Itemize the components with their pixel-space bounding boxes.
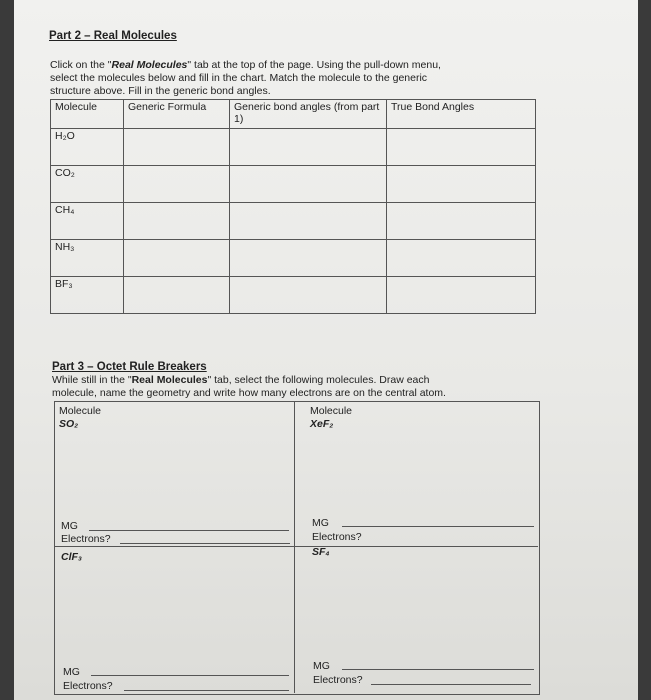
header-generic-formula: Generic Formula (124, 100, 230, 129)
electrons-answer-line[interactable] (120, 543, 290, 544)
part2-table-header-row (51, 100, 536, 129)
part2-instruction-line-2: select the molecules below and fill in the chart. Match the molecule to the generic (50, 72, 428, 84)
molecule-clf3: ClF₃ (61, 551, 82, 563)
part2-instr-1c: " tab at the top of the page. Using the pull-down menu, (187, 59, 441, 71)
generic-formula-cell[interactable] (124, 129, 230, 166)
header-molecule: Molecule (51, 100, 124, 129)
molecule-sf4: SF₄ (312, 546, 330, 558)
generic-angles-cell[interactable] (230, 166, 387, 203)
generic-angles-cell[interactable] (230, 129, 387, 166)
generic-angles-cell[interactable] (230, 240, 387, 277)
part3-column-divider (294, 401, 295, 693)
part3-drawing-grid (54, 401, 540, 695)
part3-instruction-line-2: molecule, name the geometry and write how many electrons are on the central atom. (52, 387, 446, 399)
generic-formula-cell[interactable] (124, 166, 230, 203)
mg-answer-line[interactable] (89, 530, 289, 531)
part2-instr-1b: Real Molecules (111, 59, 188, 71)
mg-label: MG (313, 660, 330, 672)
molecule-label: Molecule (59, 405, 102, 417)
mg-label: MG (312, 517, 329, 529)
table-row (51, 129, 536, 166)
part3-instruction-line-1 (52, 374, 429, 387)
table-row (51, 277, 536, 314)
true-angles-cell[interactable] (387, 203, 536, 240)
part3-instr-1c: " tab, select the following molecules. Draw each (207, 374, 430, 386)
part3-title: Part 3 – Octet Rule Breakers (52, 361, 207, 373)
part2-instruction-line-1 (50, 59, 441, 72)
part3-row-divider (54, 546, 538, 547)
molecule-cell: NH₃ (51, 240, 124, 277)
electrons-label: Electrons? (313, 674, 363, 686)
table-row (51, 240, 536, 277)
molecule-cell: CO₂ (51, 166, 124, 203)
part2-table (50, 99, 536, 314)
electrons-answer-line[interactable] (124, 690, 289, 691)
header-generic-bond-angles: Generic bond angles (from part 1) (230, 100, 387, 129)
generic-angles-cell[interactable] (230, 277, 387, 314)
mg-answer-line[interactable] (91, 675, 289, 676)
molecule-cell: BF₃ (51, 277, 124, 314)
electrons-label: Electrons? (61, 533, 111, 545)
mg-answer-line[interactable] (342, 526, 534, 527)
mg-label: MG (63, 666, 80, 678)
part2-instruction-line-3: structure above. Fill in the generic bond angles. (50, 85, 271, 97)
generic-formula-cell[interactable] (124, 277, 230, 314)
worksheet-page (14, 0, 638, 700)
generic-formula-cell[interactable] (124, 240, 230, 277)
table-row (51, 166, 536, 203)
table-row (51, 203, 536, 240)
molecule-so2: SO₂ (59, 418, 79, 430)
mg-answer-line[interactable] (342, 669, 534, 670)
header-true-bond-angles: True Bond Angles (387, 100, 536, 129)
mg-label: MG (61, 520, 78, 532)
electrons-answer-line[interactable] (371, 684, 531, 685)
molecule-label: Molecule (310, 405, 353, 417)
true-angles-cell[interactable] (387, 129, 536, 166)
part2-instr-1a: Click on the " (50, 59, 112, 71)
part3-instr-1a: While still in the " (52, 374, 132, 386)
generic-angles-cell[interactable] (230, 203, 387, 240)
molecule-xef2: XeF₂ (310, 418, 334, 430)
molecule-cell: CH₄ (51, 203, 124, 240)
electrons-label: Electrons? (312, 531, 362, 543)
true-angles-cell[interactable] (387, 166, 536, 203)
part2-title: Part 2 – Real Molecules (49, 30, 177, 42)
electrons-label: Electrons? (63, 680, 113, 692)
part3-instr-1b: Real Molecules (131, 374, 208, 386)
generic-formula-cell[interactable] (124, 203, 230, 240)
molecule-cell: H₂O (51, 129, 124, 166)
true-angles-cell[interactable] (387, 277, 536, 314)
true-angles-cell[interactable] (387, 240, 536, 277)
